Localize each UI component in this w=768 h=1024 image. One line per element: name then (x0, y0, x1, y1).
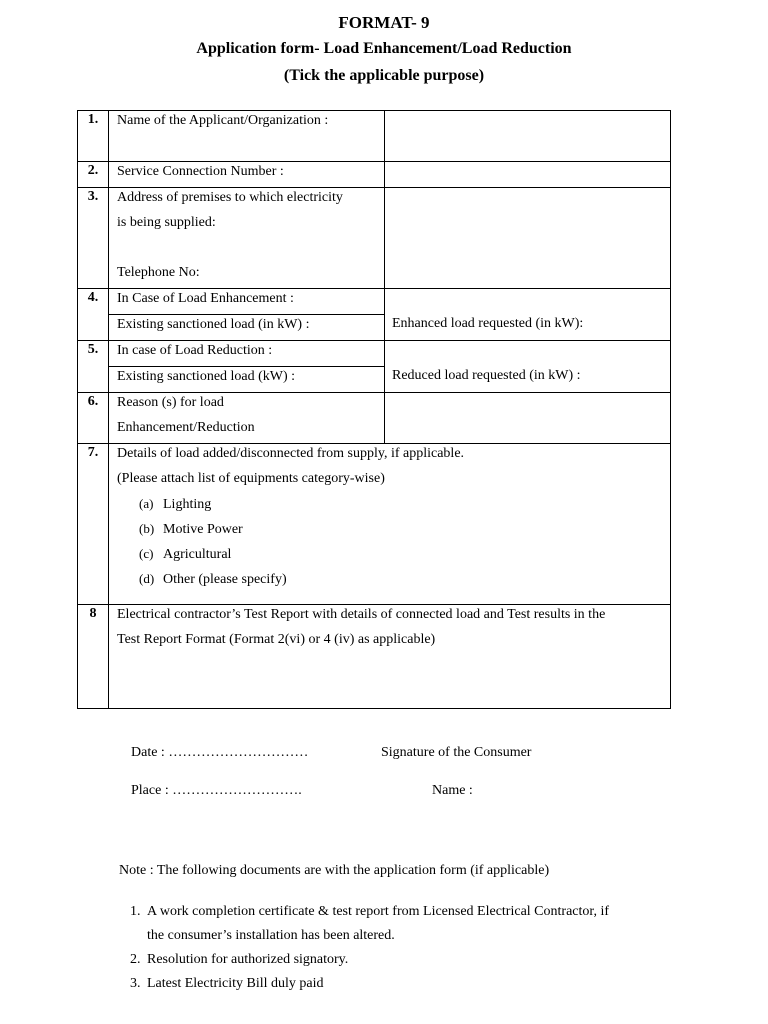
load-reduction-label: In case of Load Reduction : Existing sanctioned load (kW) : (109, 341, 385, 393)
load-enhancement-label: In Case of Load Enhancement : Existing sanctioned load (in kW) : (109, 289, 385, 341)
form-format-number: FORMAT- 9 (338, 13, 430, 32)
category-motive-power: (b) Motive Power (139, 521, 243, 537)
address-field[interactable] (385, 188, 671, 289)
enhanced-load-label: Enhanced load requested (in kW): (392, 316, 584, 331)
reduced-load-field[interactable] (385, 341, 671, 393)
category-other: (d) Other (please specify) (139, 571, 287, 587)
reason-field[interactable] (385, 393, 671, 444)
application-table (77, 110, 671, 709)
row-number: 3. (78, 188, 109, 289)
table-row (78, 111, 671, 162)
load-details-cell: Details of load added/disconnected from supply, if applicable. (Please attach list of equipments category-wise) (a) Lighting (b) Motive Power (c) Agricultural (d) Other (please specify) (109, 444, 671, 605)
place-field[interactable]: Place : ………………………. (131, 783, 302, 798)
form-title: Application form- Load Enhancement/Load Reduction (196, 40, 572, 57)
row-number: 7. (78, 444, 109, 605)
signature-label: Signature of the Consumer (381, 745, 532, 760)
table-row (78, 393, 671, 444)
list-item: 1. A work completion certificate & test report from Licensed Electrical Contractor, if the consumer’s installation has been altered. (130, 904, 610, 943)
enhanced-load-field[interactable] (385, 289, 671, 341)
table-row (78, 444, 671, 605)
address-label: Address of premises to which electricity is being supplied: Telephone No: (109, 188, 385, 289)
list-item: 3. Latest Electricity Bill duly paid (130, 976, 324, 991)
table-row (78, 289, 671, 341)
note-text: Note : The following documents are with the application form (if applicable) (119, 863, 550, 878)
service-connection-label: Service Connection Number : (109, 162, 385, 188)
row-number: 5. (78, 341, 109, 393)
reduced-load-label: Reduced load requested (in kW) : (392, 368, 581, 383)
table-row (78, 162, 671, 188)
telephone-label: Telephone No: (117, 265, 200, 280)
service-connection-field[interactable] (385, 162, 671, 188)
row-number: 1. (78, 111, 109, 162)
row-number: 4. (78, 289, 109, 341)
row-number: 2. (78, 162, 109, 188)
existing-load-enhancement-label: Existing sanctioned load (in kW) : (109, 314, 384, 340)
applicant-name-label: Name of the Applicant/Organization : (109, 111, 385, 162)
documents-list (130, 900, 609, 996)
table-row (78, 341, 671, 393)
category-lighting: (a) Lighting (139, 496, 212, 512)
list-item: 2. Resolution for authorized signatory. (130, 952, 349, 967)
table-row (78, 188, 671, 289)
row-number: 6. (78, 393, 109, 444)
applicant-name-field[interactable] (385, 111, 671, 162)
name-field[interactable]: Name : (432, 783, 473, 798)
date-field[interactable]: Date : ………………………… (131, 745, 309, 760)
reason-label: Reason (s) for load Enhancement/Reduction (109, 393, 385, 444)
test-report-cell: Electrical contractor’s Test Report with details of connected load and Test results in the Test Report Format (Format 2(vi) or 4 (iv) as applicable) (109, 605, 671, 709)
category-agricultural: (c) Agricultural (139, 546, 232, 562)
row-number: 8 (78, 605, 109, 709)
form-subtitle: (Tick the applicable purpose) (283, 67, 485, 84)
existing-load-reduction-label: Existing sanctioned load (kW) : (109, 366, 384, 392)
table-row (78, 605, 671, 709)
